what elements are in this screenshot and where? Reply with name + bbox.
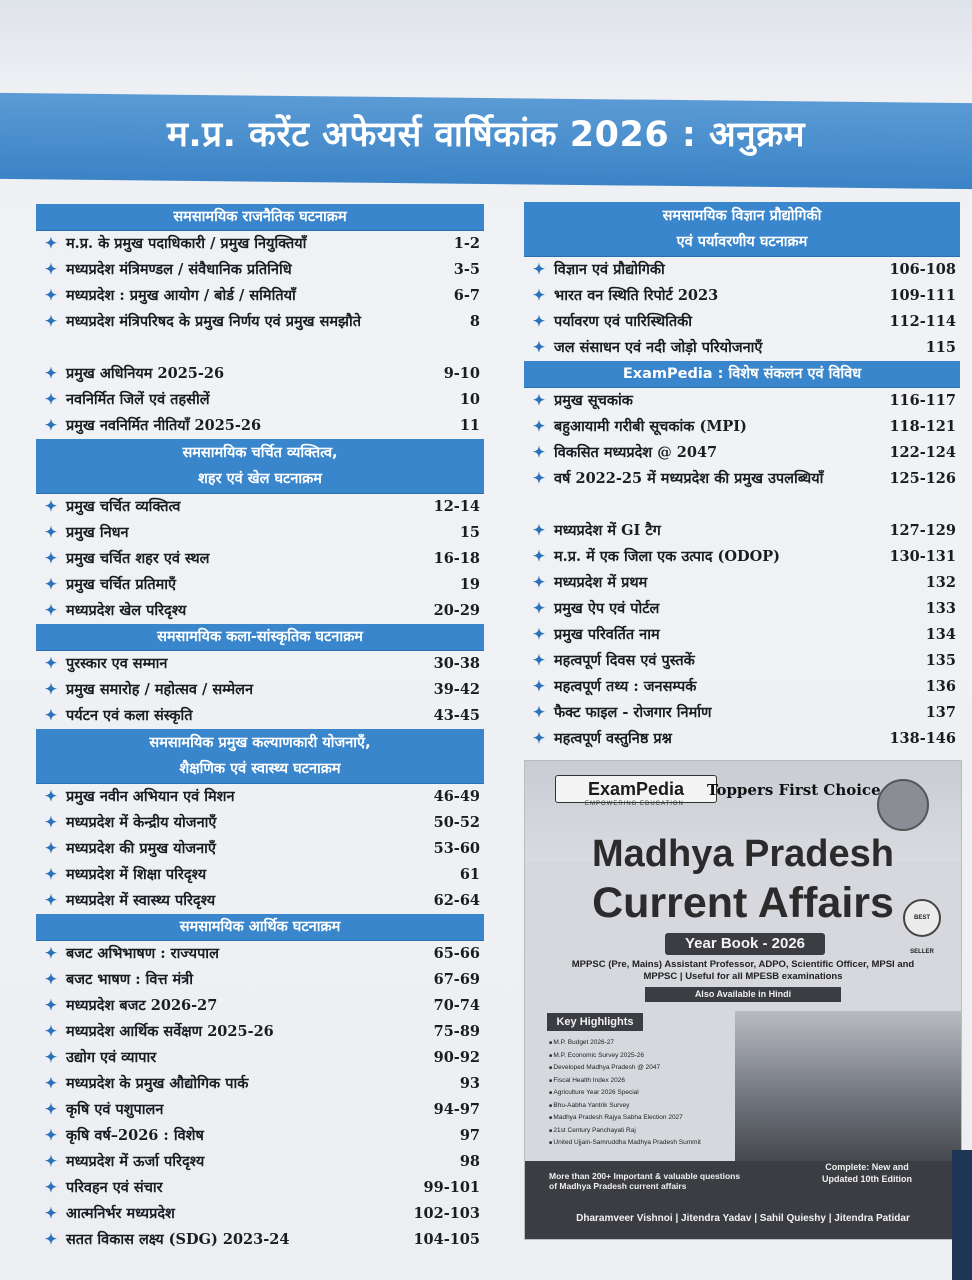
- bullet-star-icon: ✦: [532, 704, 546, 721]
- toc-entry: [36, 862, 484, 888]
- toc-entry-title: मध्यप्रदेश खेल परिदृश्य: [66, 602, 187, 619]
- toc-entry-title: परिवहन एवं संचार: [66, 1179, 163, 1196]
- section-heading-line: समसामयिक विज्ञान प्रौद्योगिकी: [662, 208, 822, 224]
- toc-entry: [36, 1149, 484, 1175]
- bullet-star-icon: ✦: [44, 576, 58, 593]
- toc-entry-title: मध्यप्रदेश आर्थिक सर्वेक्षण 2025-26: [66, 1023, 274, 1040]
- toc-entry: [524, 335, 960, 361]
- page-title: म.प्र. करेंट अफेयर्स वार्षिकांक 2026 : अनुक्रम: [166, 115, 806, 155]
- toc-entry: [36, 387, 484, 413]
- bullet-star-icon: ✦: [44, 1179, 58, 1196]
- best-seller-badge: BEST SELLER: [903, 899, 941, 937]
- toc-entry-pages: 30-38: [433, 655, 480, 672]
- toc-entry-title: मध्यप्रदेश में ऊर्जा परिदृश्य: [66, 1153, 205, 1170]
- book-title-line2: Current Affairs: [592, 879, 894, 927]
- section-heading-line: समसामयिक कला-सांस्कृतिक घटनाक्रम: [157, 629, 363, 645]
- toc-entry-pages: 116-117: [889, 392, 956, 409]
- section-heading-line: ExamPedia : विशेष संकलन एवं विविध: [622, 366, 862, 382]
- toc-entry-title: प्रमुख परिवर्तित नाम: [554, 626, 660, 643]
- toc-entry: [36, 257, 484, 283]
- toc-entry: [36, 836, 484, 862]
- toc-entry: [524, 544, 960, 570]
- key-highlight-item: ■ M.P. Budget 2026-27: [549, 1037, 749, 1050]
- bullet-star-icon: ✦: [44, 1049, 58, 1066]
- toc-entry-pages: 70-74: [433, 997, 480, 1014]
- section-heading: [36, 439, 484, 494]
- toc-entry-pages: 109-111: [889, 287, 956, 304]
- toc-entry-pages: 11: [459, 417, 480, 434]
- book-spine-edge: [952, 1150, 972, 1280]
- bullet-star-icon: ✦: [44, 287, 58, 304]
- book-title-line1: Madhya Pradesh: [592, 833, 894, 875]
- toc-entry-title: आत्मनिर्भर मध्यप्रदेश: [66, 1205, 175, 1222]
- bullet-star-icon: ✦: [532, 392, 546, 409]
- toc-entry-title: मध्यप्रदेश बजट 2026-27: [66, 997, 218, 1014]
- toc-entry-pages: 3-5: [453, 261, 480, 278]
- toc-entry-pages: 138-146: [889, 730, 956, 747]
- toc-entry-title: जल संसाधन एवं नदी जोड़ो परियोजनाएँ: [554, 339, 763, 356]
- bullet-star-icon: ✦: [44, 707, 58, 724]
- bullet-star-icon: ✦: [44, 365, 58, 382]
- section-heading: [36, 729, 484, 784]
- bullet-star-icon: ✦: [532, 652, 546, 669]
- bullet-star-icon: ✦: [44, 1127, 58, 1144]
- toc-entry: [36, 283, 484, 309]
- toc-entry-pages: 125-126: [889, 470, 956, 487]
- toc-entry-pages: 9-10: [443, 365, 480, 382]
- toc-entry: [36, 1097, 484, 1123]
- toc-entry: [524, 388, 960, 414]
- bullet-star-icon: ✦: [44, 681, 58, 698]
- section-heading-line: समसामयिक प्रमुख कल्याणकारी योजनाएँ,: [149, 735, 371, 751]
- toc-entry: [36, 494, 484, 520]
- toc-entry: [524, 674, 960, 700]
- bullet-star-icon: ✦: [532, 470, 546, 487]
- toc-entry-pages: 53-60: [433, 840, 480, 857]
- toc-entry-pages: 12-14: [433, 498, 480, 515]
- toc-entry-pages: 20-29: [433, 602, 480, 619]
- toc-entry: [36, 967, 484, 993]
- toc-entry-pages: 118-121: [889, 418, 956, 435]
- bullet-star-icon: ✦: [532, 313, 546, 330]
- bullet-star-icon: ✦: [44, 550, 58, 567]
- toc-entry-title: प्रमुख नवनिर्मित नीतियाँ 2025-26: [66, 417, 262, 434]
- toc-entry-pages: 136: [925, 678, 956, 695]
- toc-entry-pages: 19: [459, 576, 480, 593]
- key-highlights-heading: Key Highlights: [547, 1013, 643, 1031]
- key-highlight-item: ■ M.P. Economic Survey 2025-26: [549, 1050, 749, 1063]
- bullet-star-icon: ✦: [532, 600, 546, 617]
- toc-entry: [36, 1123, 484, 1149]
- bullet-star-icon: ✦: [44, 814, 58, 831]
- key-highlight-item: ■ Agriculture Year 2026 Special: [549, 1087, 749, 1100]
- toc-entry-pages: 133: [925, 600, 956, 617]
- toc-entry-pages: 98: [459, 1153, 480, 1170]
- toc-entry-title: मध्यप्रदेश मंत्रिपरिषद के प्रमुख निर्णय एवं प्रमुख समझौते: [66, 313, 362, 330]
- toc-entry-title: मध्यप्रदेश मंत्रिमण्डल / संवैधानिक प्रतिनिधि: [66, 261, 292, 278]
- toc-entry-pages: 99-101: [423, 1179, 480, 1196]
- bullet-star-icon: ✦: [44, 391, 58, 408]
- bullet-star-icon: ✦: [532, 626, 546, 643]
- book-cover-ad: [524, 760, 962, 1240]
- toc-entry-pages: 132: [925, 574, 956, 591]
- section-heading: [36, 624, 484, 651]
- bullet-star-icon: ✦: [532, 730, 546, 747]
- toc-entry-pages: 46-49: [433, 788, 480, 805]
- toc-entry-pages: 135: [925, 652, 956, 669]
- toc-entry: [524, 596, 960, 622]
- toppers-choice-text: Toppers First Choice: [707, 781, 881, 799]
- section-heading-line: एवं पर्यावरणीय घटनाक्रम: [676, 234, 808, 250]
- toc-entry-title: प्रमुख ऐप एवं पोर्टल: [554, 600, 660, 617]
- toc-entry-title: बहुआयामी गरीबी सूचकांक (MPI): [554, 418, 747, 435]
- cover-illustration: [735, 1011, 961, 1161]
- toc-entry-pages: 115: [925, 339, 956, 356]
- toc-entry: [36, 361, 484, 387]
- toc-entry: [36, 1045, 484, 1071]
- bullet-star-icon: ✦: [44, 602, 58, 619]
- questions-note: More than 200+ Important & valuable questions of Madhya Pradesh current affairs: [549, 1171, 741, 1191]
- section-heading-line: शहर एवं खेल घटनाक्रम: [198, 471, 322, 487]
- exams-list: MPPSC (Pre, Mains) Assistant Professor, ADPO, Scientific Officer, MPSI and MPPSC | Useful for all MPESB examinations: [571, 959, 915, 982]
- key-highlight-item: ■ Fiscal Health Index 2026: [549, 1075, 749, 1088]
- toc-entry: [524, 283, 960, 309]
- toc-entry-title: मध्यप्रदेश की प्रमुख योजनाएँ: [66, 840, 216, 857]
- toc-entry-title: उद्योग एवं व्यापार: [66, 1049, 157, 1066]
- toc-entry: [36, 1227, 484, 1253]
- toc-entry-pages: 10: [459, 391, 480, 408]
- toc-entry-title: म.प्र. के प्रमुख पदाधिकारी / प्रमुख नियुक्तियाँ: [66, 235, 307, 252]
- section-heading: [524, 361, 960, 388]
- toc-entry-title: प्रमुख निधन: [66, 524, 129, 541]
- toc-entry: [36, 1201, 484, 1227]
- bullet-star-icon: ✦: [532, 548, 546, 565]
- toc-entry-title: मध्यप्रदेश में GI टैग: [554, 522, 661, 539]
- toc-entry-title: मध्यप्रदेश में प्रथम: [554, 574, 648, 591]
- toc-entry: [36, 231, 484, 257]
- bullet-star-icon: ✦: [532, 339, 546, 356]
- toc-entry-title: प्रमुख अधिनियम 2025-26: [66, 365, 225, 382]
- toc-entry-title: महत्वपूर्ण वस्तुनिष्ठ प्रश्न: [554, 730, 672, 747]
- toc-entry-title: पुरस्कार एव सम्मान: [66, 655, 168, 672]
- toc-entry-pages: 112-114: [889, 313, 956, 330]
- bullet-star-icon: ✦: [532, 522, 546, 539]
- toc-entry: [36, 413, 484, 439]
- section-heading-line: समसामयिक चर्चित व्यक्तित्व,: [182, 445, 338, 461]
- toc-entry-pages: 127-129: [889, 522, 956, 539]
- toc-entry-title: प्रमुख चर्चित प्रतिमाएँ: [66, 576, 177, 593]
- toc-entry: [524, 309, 960, 335]
- bullet-star-icon: ✦: [44, 235, 58, 252]
- toc-entry: [36, 941, 484, 967]
- section-heading-line: समसामयिक आर्थिक घटनाक्रम: [179, 919, 341, 935]
- yearbook-label: Year Book - 2026: [665, 933, 825, 955]
- bullet-star-icon: ✦: [44, 840, 58, 857]
- bullet-star-icon: ✦: [532, 261, 546, 278]
- award-badge-icon: [877, 779, 929, 831]
- toc-entry-title: म.प्र. में एक जिला एक उत्पाद (ODOP): [554, 548, 780, 565]
- toc-entry-pages: 104-105: [413, 1231, 480, 1248]
- toc-entry-title: पर्यावरण एवं पारिस्थितिकी: [554, 313, 693, 330]
- toc-entry-pages: 93: [459, 1075, 480, 1092]
- toc-entry-pages: 16-18: [433, 550, 480, 567]
- key-highlight-item: ■ 21st Century Panchayati Raj: [549, 1125, 749, 1138]
- edition-note: Complete: New and Updated 10th Edition: [822, 1162, 912, 1184]
- bullet-star-icon: ✦: [532, 287, 546, 304]
- toc-entry-title: पर्यटन एवं कला संस्कृति: [66, 707, 193, 724]
- toc-entry: [36, 1071, 484, 1097]
- toc-entry-pages: 137: [925, 704, 956, 721]
- bullet-star-icon: ✦: [44, 524, 58, 541]
- bullet-star-icon: ✦: [532, 574, 546, 591]
- section-heading: [36, 914, 484, 941]
- toc-entry-title: मध्यप्रदेश में शिक्षा परिदृश्य: [66, 866, 207, 883]
- bullet-star-icon: ✦: [44, 971, 58, 988]
- section-heading: [36, 204, 484, 231]
- authors: Dharamveer Vishnoi | Jitendra Yadav | Sahil Quieshy | Jitendra Patidar: [576, 1213, 910, 1224]
- toc-entry-title: सतत विकास लक्ष्य (SDG) 2023-24: [66, 1231, 290, 1248]
- toc-entry-title: विज्ञान एवं प्रौद्योगिकी: [554, 261, 665, 278]
- toc-entry-title: प्रमुख सूचकांक: [554, 392, 633, 409]
- toc-entry-title: मध्यप्रदेश में केन्द्रीय योजनाएँ: [66, 814, 217, 831]
- bullet-star-icon: ✦: [44, 1101, 58, 1118]
- toc-entry-pages: 75-89: [433, 1023, 480, 1040]
- bullet-star-icon: ✦: [44, 892, 58, 909]
- toc-entry-title: बजट अभिभाषण : राज्यपाल: [66, 945, 219, 962]
- toc-entry: [524, 700, 960, 726]
- toc-entry: [36, 651, 484, 677]
- toc-entry-pages: 65-66: [433, 945, 480, 962]
- toc-entry-title: प्रमुख चर्चित शहर एवं स्थल: [66, 550, 210, 567]
- bullet-star-icon: ✦: [44, 1153, 58, 1170]
- toc-entry: [36, 677, 484, 703]
- toc-entry: [36, 810, 484, 836]
- toc-entry-pages: 102-103: [413, 1205, 480, 1222]
- toc-entry-title: बजट भाषण : वित्त मंत्री: [66, 971, 193, 988]
- toc-entry: [524, 570, 960, 596]
- toc-entry-pages: 106-108: [889, 261, 956, 278]
- toc-entry-pages: 62-64: [433, 892, 480, 909]
- bullet-star-icon: ✦: [44, 945, 58, 962]
- bullet-star-icon: ✦: [532, 418, 546, 435]
- toc-entry: [36, 598, 484, 624]
- toc-entry-title: प्रमुख चर्चित व्यक्तित्व: [66, 498, 181, 515]
- bullet-star-icon: ✦: [44, 1205, 58, 1222]
- toc-entry-title: महत्वपूर्ण दिवस एवं पुस्तकें: [554, 652, 695, 669]
- key-highlights-list: [549, 1037, 749, 1150]
- toc-entry-title: कृषि वर्ष–2026 : विशेष: [66, 1127, 204, 1144]
- toc-entry-title: मध्यप्रदेश के प्रमुख औद्योगिक पार्क: [66, 1075, 249, 1092]
- key-highlight-item: ■ Developed Madhya Pradesh @ 2047: [549, 1062, 749, 1075]
- toc-entry-pages: 130-131: [889, 548, 956, 565]
- toc-entry: [36, 784, 484, 810]
- logo-tagline: EMPOWERING EDUCATION: [585, 801, 684, 807]
- toc-entry-title: कृषि एवं पशुपालन: [66, 1101, 164, 1118]
- bullet-star-icon: ✦: [44, 788, 58, 805]
- toc-entry-pages: 97: [459, 1127, 480, 1144]
- toc-entry-pages: 90-92: [433, 1049, 480, 1066]
- bullet-star-icon: ✦: [44, 417, 58, 434]
- toc-entry-title: नवनिर्मित जिलें एवं तहसीलें: [66, 391, 210, 408]
- toc-entry: [524, 414, 960, 440]
- bullet-star-icon: ✦: [44, 313, 58, 330]
- toc-entry: [36, 703, 484, 729]
- toc-entry: [524, 257, 960, 283]
- left-column: [36, 204, 484, 1253]
- exampedia-logo: ExamPedia: [555, 775, 717, 803]
- toc-entry-pages: 122-124: [889, 444, 956, 461]
- bullet-star-icon: ✦: [44, 1231, 58, 1248]
- toc-entry-title: भारत वन स्थिति रिपोर्ट 2023: [554, 287, 719, 304]
- bullet-star-icon: ✦: [44, 655, 58, 672]
- toc-entry-pages: 1-2: [453, 235, 480, 252]
- toc-entry: [36, 572, 484, 598]
- toc-entry-pages: 43-45: [433, 707, 480, 724]
- key-highlight-item: ■ United Ujjain-Samruddha Madhya Pradesh Summit: [549, 1137, 749, 1150]
- toc-entry: [36, 309, 484, 361]
- toc-entry: [36, 1175, 484, 1201]
- toc-entry-pages: 67-69: [433, 971, 480, 988]
- toc-entry-pages: 39-42: [433, 681, 480, 698]
- bullet-star-icon: ✦: [532, 444, 546, 461]
- toc-entry-title: मध्यप्रदेश में स्वास्थ्य परिदृश्य: [66, 892, 216, 909]
- section-heading: [524, 202, 960, 257]
- toc-entry: [36, 546, 484, 572]
- toc-entry: [524, 440, 960, 466]
- bullet-star-icon: ✦: [44, 261, 58, 278]
- bullet-star-icon: ✦: [44, 997, 58, 1014]
- bullet-star-icon: ✦: [44, 1075, 58, 1092]
- toc-entry-pages: 6-7: [453, 287, 480, 304]
- key-highlight-item: ■ Madhya Pradesh Rajya Sabha Election 2027: [549, 1112, 749, 1125]
- toc-entry: [524, 622, 960, 648]
- section-heading-line: शैक्षणिक एवं स्वास्थ्य घटनाक्रम: [179, 761, 341, 777]
- bullet-star-icon: ✦: [44, 1023, 58, 1040]
- key-highlight-item: ■ Bhu-Aabha Yantrik Survey: [549, 1100, 749, 1113]
- toc-entry-pages: 50-52: [433, 814, 480, 831]
- bullet-star-icon: ✦: [44, 866, 58, 883]
- toc-entry-pages: 94-97: [433, 1101, 480, 1118]
- section-heading-line: समसामयिक राजनैतिक घटनाक्रम: [173, 209, 347, 225]
- bullet-star-icon: ✦: [532, 678, 546, 695]
- toc-entry-title: मध्यप्रदेश : प्रमुख आयोग / बोर्ड / समितियाँ: [66, 287, 296, 304]
- toc-entry-title: फैक्ट फाइल - रोजगार निर्माण: [554, 704, 712, 721]
- toc-entry: [36, 1019, 484, 1045]
- toc-entry: [524, 466, 960, 518]
- toc-entry: [36, 993, 484, 1019]
- right-column: [524, 202, 960, 752]
- toc-entry: [524, 648, 960, 674]
- toc-entry: [524, 726, 960, 752]
- toc-entry-pages: 8: [469, 313, 480, 330]
- toc-entry-title: प्रमुख समारोह / महोत्सव / सम्मेलन: [66, 681, 254, 698]
- toc-entry-title: महत्वपूर्ण तथ्य : जनसम्पर्क: [554, 678, 697, 695]
- toc-entry-pages: 134: [925, 626, 956, 643]
- toc-entry-pages: 15: [459, 524, 480, 541]
- toc-entry: [36, 520, 484, 546]
- hindi-availability: Also Available in Hindi: [645, 987, 841, 1002]
- toc-entry: [36, 888, 484, 914]
- toc-entry-title: प्रमुख नवीन अभियान एवं मिशन: [66, 788, 235, 805]
- toc-entry-title: वर्ष 2022-25 में मध्यप्रदेश की प्रमुख उपलब्धियाँ: [554, 470, 824, 487]
- bullet-star-icon: ✦: [44, 498, 58, 515]
- toc-entry-pages: 61: [459, 866, 480, 883]
- toc-entry: [524, 518, 960, 544]
- toc-entry-title: विकसित मध्यप्रदेश @ 2047: [554, 444, 718, 461]
